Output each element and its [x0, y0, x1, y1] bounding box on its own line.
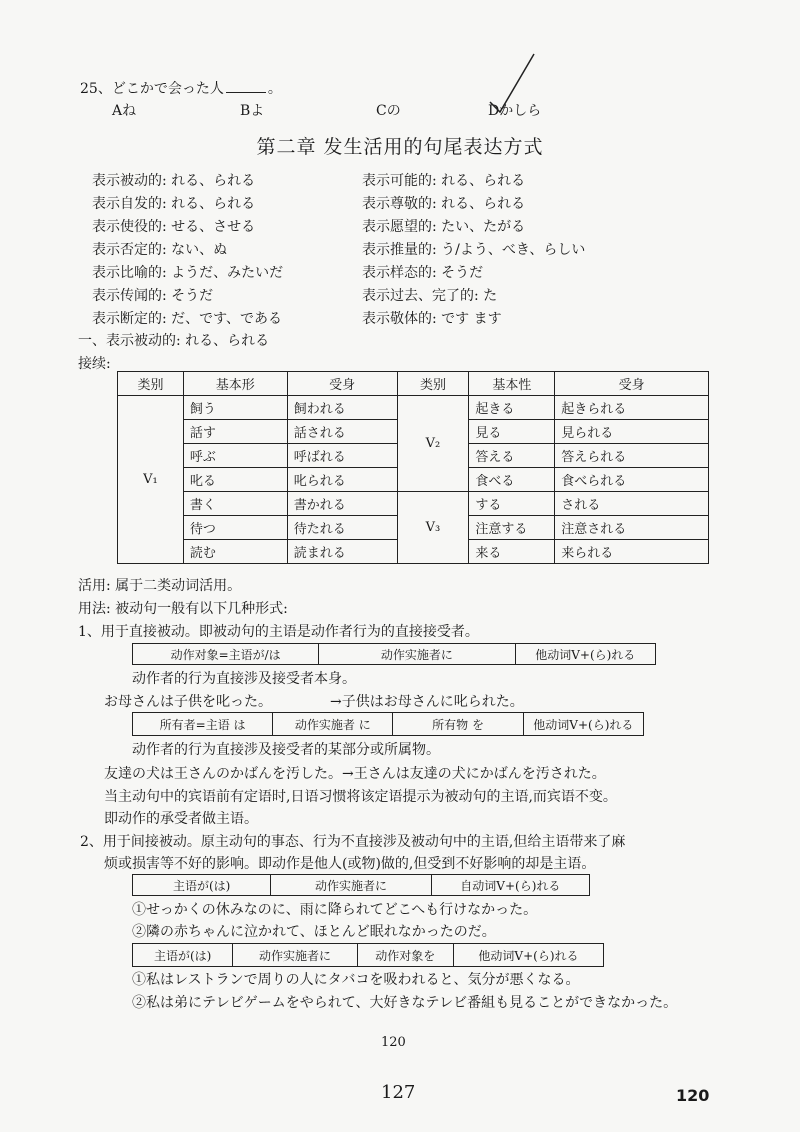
cell-basic: 話す	[183, 420, 287, 444]
note-4: 即动作的承受者做主语。	[104, 811, 258, 827]
box4-verb: 他动词V+(ら)れる	[478, 948, 579, 963]
table-row	[118, 492, 709, 516]
usage-conjugation: 活用: 属于二类动词活用。	[78, 578, 242, 594]
cell-basic: 呼ぶ	[183, 444, 287, 468]
summary-left-3: 表示使役的: せる、させる	[92, 219, 256, 235]
answer-blank	[226, 80, 266, 93]
cell-basic: 書く	[183, 492, 287, 516]
table-row	[118, 396, 709, 420]
cell-basic: 飼う	[183, 396, 287, 420]
option-a: Aね	[112, 103, 137, 119]
box1-subject: 动作对象=主语が/は	[133, 644, 319, 664]
cell-passive: 叱られる	[287, 468, 397, 492]
note-2: 动作者的行为直接涉及接受者的某部分或所属物。	[132, 742, 440, 758]
cell-basic: 叱る	[183, 468, 287, 492]
cell-passive-2: 起きられる	[555, 396, 709, 420]
usage-intro: 用法: 被动句一般有以下几种形式:	[78, 601, 288, 617]
point-2-line-1: 2、用于间接被动。原主动句的事态、行为不直接涉及被动句中的主语,但给主语带来了麻	[80, 834, 626, 850]
question-end: 。	[267, 81, 282, 97]
question-25	[80, 78, 282, 98]
pattern-box-3	[132, 874, 590, 896]
header-basic-form-2: 基本性	[469, 372, 555, 396]
group-v1: V₁	[118, 396, 184, 564]
example-3b: ②隣の赤ちゃんに泣かれて、ほとんど眠れなかったのだ。	[132, 924, 496, 940]
summary-left-1: 表示被动的: れる、られる	[92, 173, 256, 189]
summary-left-4: 表示否定的: ない、ぬ	[92, 242, 228, 258]
cell-passive-2: 答えられる	[555, 444, 709, 468]
example-1-active: お母さんは子供を叱った。	[104, 694, 272, 710]
box3-subject: 主语が(は)	[133, 875, 271, 895]
box3-agent: 动作实施者に	[271, 875, 431, 895]
box4-subject: 主语が(は)	[133, 944, 233, 966]
conjugation-table	[117, 371, 709, 564]
cell-passive: 飼われる	[287, 396, 397, 420]
header-passive-2: 受身	[555, 372, 709, 396]
summary-right-1: 表示可能的: れる、られる	[362, 173, 526, 189]
pattern-box-2	[132, 712, 644, 736]
group-v2: V₂	[397, 396, 469, 492]
page-number-bold: 120	[676, 1086, 710, 1105]
cell-passive: 呼ばれる	[287, 444, 397, 468]
example-2: 友達の犬は王さんのかばんを汚した。→王さんは友達の犬にかばんを汚された。	[104, 766, 606, 782]
cell-basic-2: 見る	[469, 420, 555, 444]
option-d: Dかしら	[488, 103, 542, 119]
cell-passive-2: される	[555, 492, 709, 516]
box2-owner: 所有者=主语 は	[133, 713, 273, 735]
box4-agent: 动作实施者に	[233, 944, 357, 966]
summary-left-7: 表示断定的: だ、です、である	[92, 311, 283, 327]
summary-right-2: 表示尊敬的: れる、られる	[362, 196, 526, 212]
summary-right-7: 表示敬体的: です ます	[362, 311, 502, 327]
cell-basic: 待つ	[183, 516, 287, 540]
summary-right-6: 表示过去、完了的: た	[362, 288, 498, 304]
cell-passive: 待たれる	[287, 516, 397, 540]
cell-passive: 読まれる	[287, 540, 397, 564]
header-category-2: 类别	[397, 372, 469, 396]
option-b: Bよ	[240, 103, 265, 119]
checkmark-icon	[486, 50, 546, 120]
summary-left-2: 表示自发的: れる、られる	[92, 196, 256, 212]
box1-agent: 动作实施者に	[319, 644, 515, 664]
summary-left-6: 表示传闻的: そうだ	[92, 288, 214, 304]
cell-basic-2: 来る	[469, 540, 555, 564]
point-1: 1、用于直接被动。即被动句的主语是动作者行为的直接接受者。	[78, 624, 479, 640]
cell-passive: 書かれる	[287, 492, 397, 516]
summary-right-5: 表示样态的: そうだ	[362, 265, 484, 281]
chapter-title: 第二章 发生活用的句尾表达方式	[256, 136, 544, 158]
page-number-small: 120	[381, 1035, 406, 1050]
cell-basic-2: 起きる	[469, 396, 555, 420]
group-v3: V₃	[397, 492, 469, 564]
box2-verb: 他动词V+(ら)れる	[533, 717, 634, 732]
box1-verb: 他动词V+(ら)れる	[535, 647, 636, 662]
box4-object: 动作对象を	[358, 944, 454, 966]
page-number-printed: 127	[381, 1082, 416, 1103]
cell-basic-2: 食べる	[469, 468, 555, 492]
question-text: 25、どこかで会った人	[80, 81, 224, 97]
header-passive: 受身	[287, 372, 397, 396]
option-c: Cの	[376, 103, 401, 119]
cell-basic-2: する	[469, 492, 555, 516]
cell-passive-2: 注意される	[555, 516, 709, 540]
note-1: 动作者的行为直接涉及接受者本身。	[132, 671, 356, 687]
box2-possession: 所有物 を	[393, 713, 523, 735]
summary-left-5: 表示比喻的: ようだ、みたいだ	[92, 265, 284, 281]
pattern-box-4	[132, 943, 604, 967]
connect-label: 接续:	[78, 356, 111, 372]
table-header-row	[118, 372, 709, 396]
pattern-box-1	[132, 643, 656, 665]
example-4b: ②私は弟にテレビゲームをやられて、大好きなテレビ番組も見ることができなかった。	[132, 995, 678, 1011]
cell-passive: 話される	[287, 420, 397, 444]
cell-passive-2: 来られる	[555, 540, 709, 564]
example-1-passive: →子供はお母さんに叱られた。	[330, 694, 524, 710]
example-3a: ①せっかくの休みなのに、雨に降られてどこへも行けなかった。	[132, 902, 538, 918]
cell-basic-2: 答える	[469, 444, 555, 468]
point-2-line-2: 烦或损害等不好的影响。即动作是他人(或物)做的,但受到不好影响的却是主语。	[104, 856, 596, 872]
section-1-heading: 一、表示被动的: れる、られる	[78, 333, 270, 349]
cell-passive-2: 見られる	[555, 420, 709, 444]
cell-passive-2: 食べられる	[555, 468, 709, 492]
box3-verb: 自动词V+(ら)れる	[460, 878, 561, 893]
header-basic-form: 基本形	[183, 372, 287, 396]
cell-basic-2: 注意する	[469, 516, 555, 540]
header-category: 类别	[118, 372, 184, 396]
summary-right-4: 表示推量的: う/よう、べき、らしい	[362, 242, 586, 258]
box2-agent: 动作实施者 に	[273, 713, 393, 735]
cell-basic: 読む	[183, 540, 287, 564]
note-3: 当主动句中的宾语前有定语时,日语习惯将该定语提示为被动句的主语,而宾语不变。	[104, 789, 617, 805]
summary-right-3: 表示愿望的: たい、たがる	[362, 219, 526, 235]
example-4a: ①私はレストランで周りの人にタバコを吸われると、気分が悪くなる。	[132, 972, 580, 988]
